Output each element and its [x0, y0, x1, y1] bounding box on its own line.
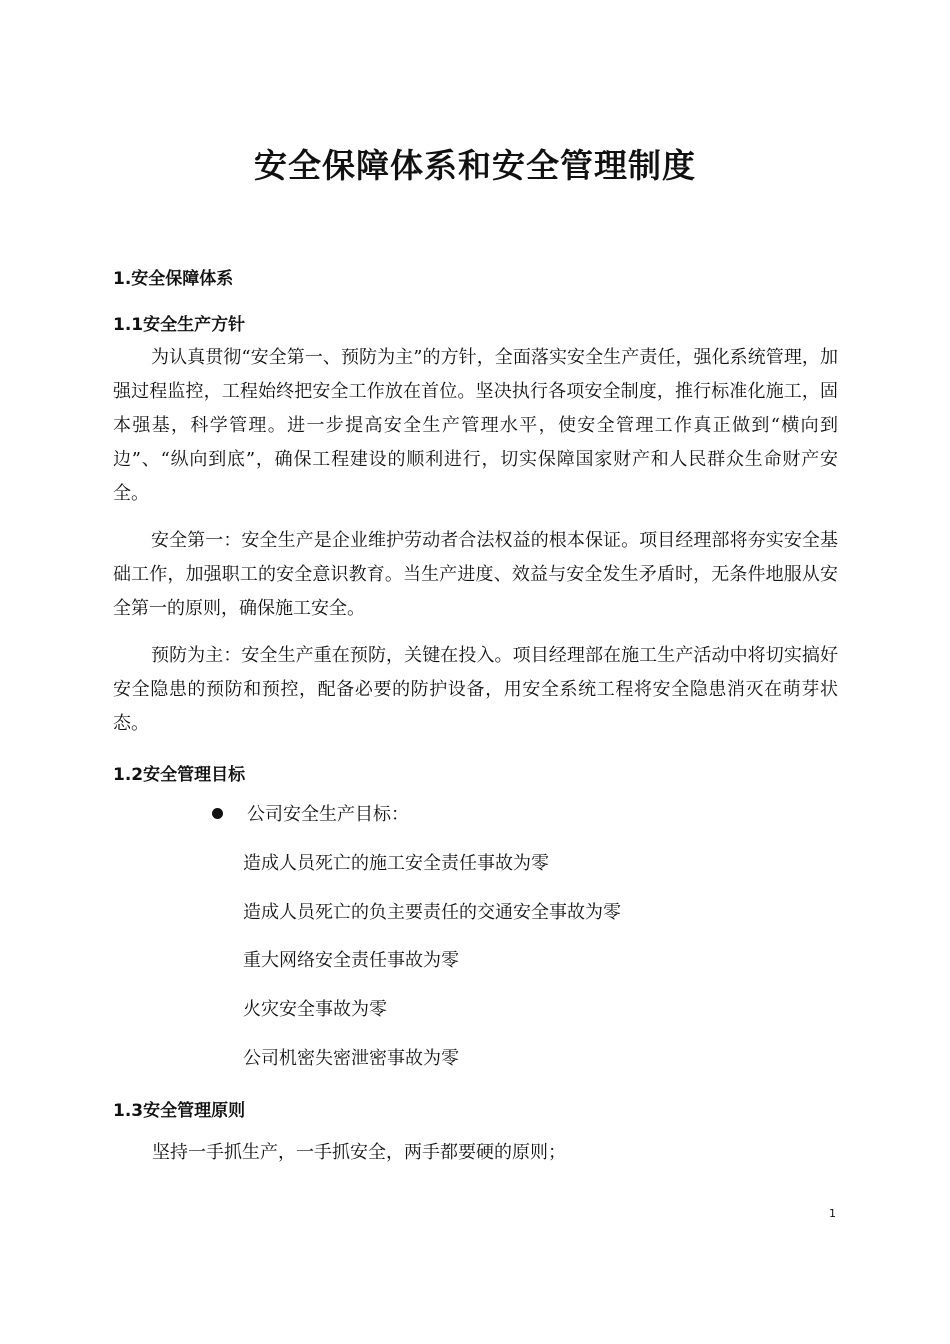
target-item: 公司机密失密泄密事故为零	[243, 1048, 459, 1069]
document-title: 安全保障体系和安全管理制度	[254, 146, 696, 185]
target-item: 火灾安全事故为零	[243, 999, 387, 1020]
bullet-item	[212, 800, 409, 826]
section-heading-1: 1.安全保障体系	[113, 269, 234, 289]
paragraph-safety-policy: 为认真贯彻“安全第一、预防为主”的方针，全面落实安全生产责任，强化系统管理，加强过程监控，工程始终把安全工作放在首位。坚决执行各项安全制度，推行标准化施工，固本强基，科学管理。进一步提高安全生产管理水平，使安全管理工作真正做到“横向到边”、“纵向到底”，确保工程建设的顺利进行，切实保障国家财产和人民群众生命财产安全。	[113, 347, 838, 504]
section-heading-1-3: 1.3安全管理原则	[113, 1101, 246, 1121]
bullet-dot-icon	[212, 808, 223, 819]
paragraph-prevention-first: 预防为主：安全生产重在预防，关键在投入。项目经理部在施工生产活动中将切实搞好安全隐患的预防和预控，配备必要的防护设备，用安全系统工程将安全隐患消灭在萌芽状态。	[113, 645, 838, 734]
page-number: 1	[829, 1207, 836, 1220]
section-heading-1-2: 1.2安全管理目标	[113, 765, 246, 785]
target-item: 造成人员死亡的施工安全责任事故为零	[243, 853, 549, 874]
paragraph-safety-first: 安全第一：安全生产是企业维护劳动者合法权益的根本保证。项目经理部将夯实安全基础工作，加强职工的安全意识教育。当生产进度、效益与安全发生矛盾时，无条件地服从安全第一的原则，确保施工安全。	[113, 530, 838, 619]
bullet-label: 公司安全生产目标：	[247, 804, 409, 825]
target-item: 造成人员死亡的负主要责任的交通安全事故为零	[243, 902, 621, 923]
principle-item: 坚持一手抓生产，一手抓安全，两手都要硬的原则；	[152, 1142, 566, 1163]
target-item: 重大网络安全责任事故为零	[243, 950, 459, 971]
section-heading-1-1: 1.1安全生产方针	[113, 315, 246, 335]
